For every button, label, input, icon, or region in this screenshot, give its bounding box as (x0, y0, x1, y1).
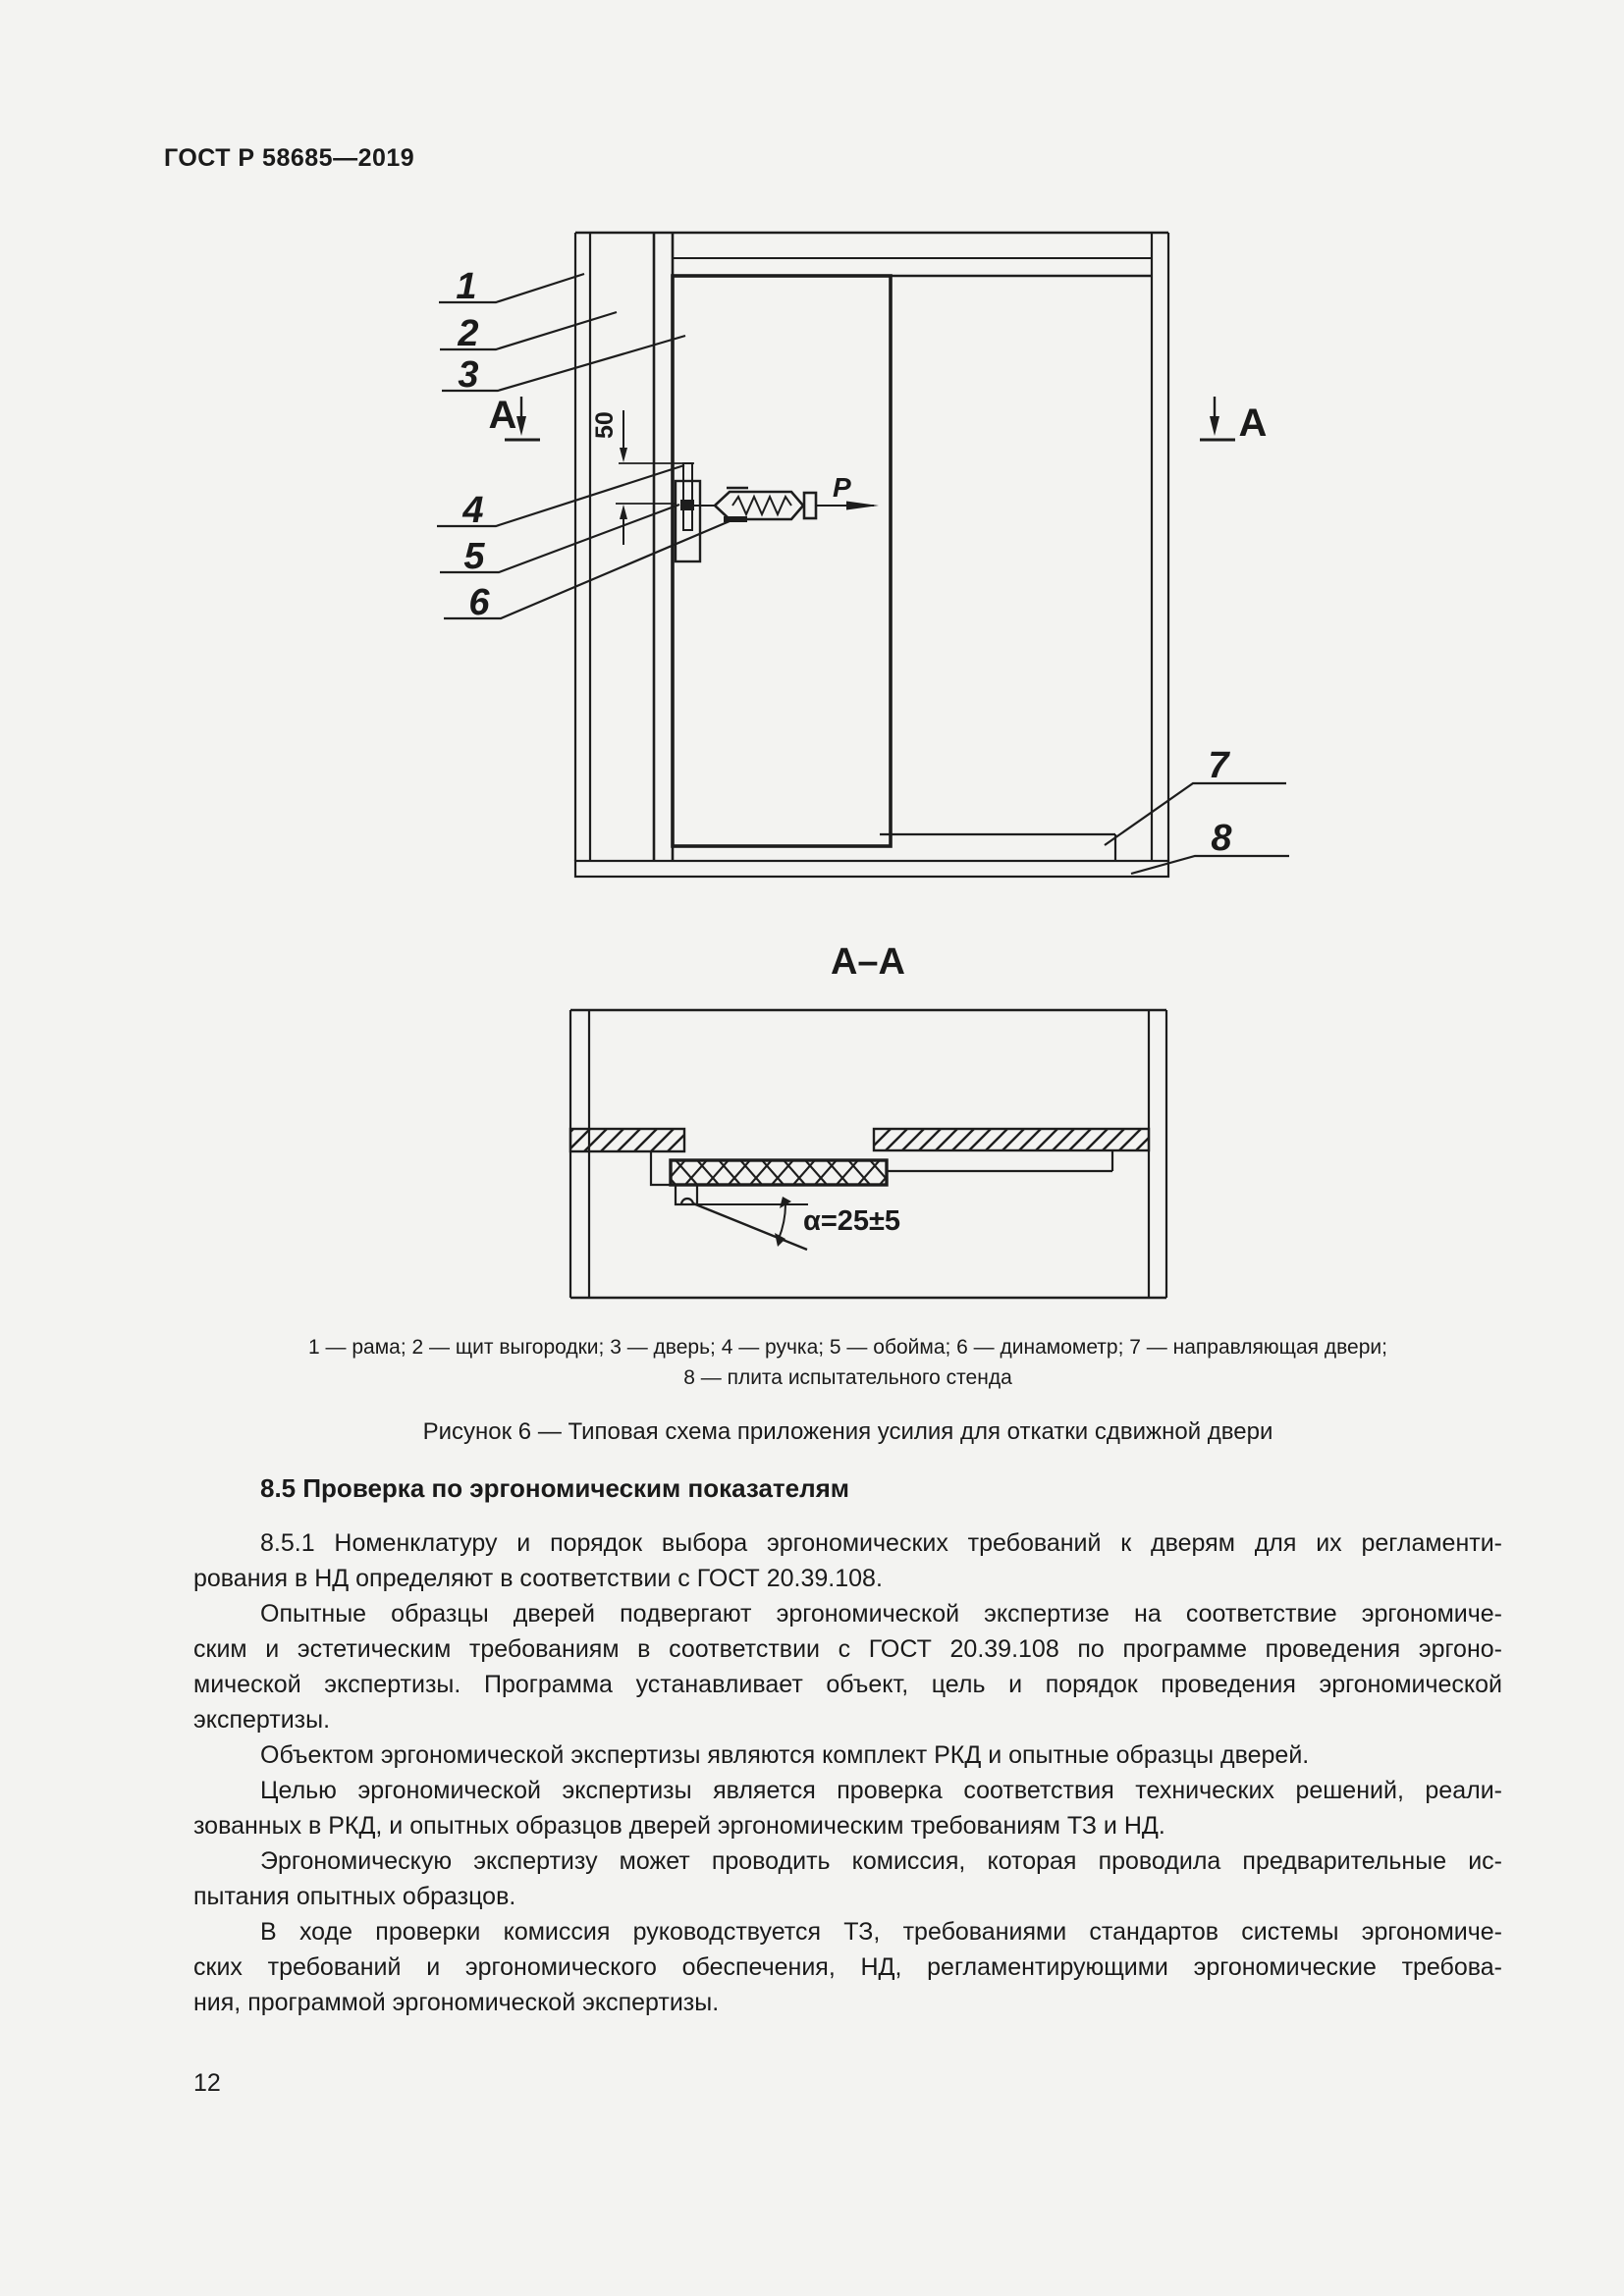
left-hatched-bar (570, 1129, 684, 1151)
door-panel (673, 276, 891, 846)
section-marker-left: А (488, 394, 517, 437)
door-section-bar (671, 1160, 887, 1185)
body-text (193, 1525, 1502, 2020)
body-text-line: пытания опытных образцов. (193, 1883, 516, 1910)
leader-lines (437, 274, 1289, 874)
body-text-line: Объектом эргономической экспертизы являются комплект РКД и опытные образцы дверей. (260, 1741, 1310, 1769)
body-text-line: ния, программой эргономической экспертизы. (193, 1989, 720, 2016)
angle-dimension: α=25±5 (803, 1205, 901, 1237)
angle-dimension-lines (693, 1197, 808, 1250)
part-label-3: 3 (458, 354, 479, 396)
top-track-lines (673, 258, 1152, 276)
section-walls (570, 1010, 1166, 1298)
guide-pin-box (676, 1185, 697, 1204)
body-text-line: ских требований и эргономического обеспечения, НД, регламентирующими эргономические требова- (193, 1953, 1502, 1981)
section-view (570, 1010, 1166, 1298)
force-label: P (833, 472, 851, 503)
part-label-8: 8 (1211, 818, 1232, 859)
section-heading-8-5: 8.5 Проверка по эргономическим показателям (260, 1473, 850, 1503)
front-view (437, 233, 1289, 877)
figure-parts-legend-line-1: 1 — рама; 2 — щит выгородки; 3 — дверь; 4 — ручка; 5 — обойма; 6 — динамометр; 7 — направляющая двери; (308, 1336, 1387, 1359)
dimension-50-text: 50 (591, 411, 619, 439)
page-number: 12 (193, 2069, 221, 2097)
handle-and-clip (676, 463, 700, 561)
body-text-line: зованных в РКД, и опытных образцов дверей эргономическим требованиям ТЗ и НД. (193, 1812, 1165, 1840)
part-label-1: 1 (456, 266, 477, 307)
body-text-line: Целью эргономической экспертизы является проверка соответствия технических решений, реали- (260, 1777, 1502, 1804)
body-text-line: мической экспертизы. Программа устанавливает объект, цель и порядок проведения эргономической (193, 1671, 1502, 1698)
body-text-line: ским и эстетическим требованиям в соответствии с ГОСТ 20.39.108 по программе проведения эргоно- (193, 1635, 1502, 1663)
right-hatched-bar (874, 1129, 1149, 1150)
door-guide-rail (880, 834, 1115, 861)
body-text-line: Опытные образцы дверей подвергают эргономической экспертизе на соответствие эргономиче- (260, 1600, 1502, 1628)
frame-lines (575, 233, 1168, 877)
part-label-7: 7 (1208, 745, 1229, 786)
part-label-6: 6 (468, 582, 490, 623)
body-text-line: Эргономическую экспертизу может проводить комиссия, которая проводила предварительные ис- (260, 1847, 1502, 1875)
figure-parts-legend-line-2: 8 — плита испытательного стенда (683, 1366, 1012, 1389)
dynamometer (692, 488, 816, 522)
body-text-line: 8.5.1 Номенклатуру и порядок выбора эргономических требований к дверям для их регламенти- (260, 1529, 1502, 1557)
body-text-line: экспертизы. (193, 1706, 331, 1734)
section-title: А–А (830, 941, 906, 983)
body-text-line: В ходе проверки комиссия руководствуется ТЗ, требованиями стандартов системы эргономиче- (260, 1918, 1502, 1946)
figure-caption: Рисунок 6 — Типовая схема приложения усилия для откатки сдвижной двери (422, 1418, 1273, 1445)
part-label-2: 2 (458, 313, 479, 354)
part-label-5: 5 (463, 536, 485, 577)
body-text-line: рования в НД определяют в соответствии с ГОСТ 20.39.108. (193, 1565, 883, 1592)
step-bracket (651, 1151, 671, 1185)
standard-number: ГОСТ Р 58685—2019 (164, 144, 415, 172)
section-rail-line (887, 1150, 1112, 1171)
part-label-4: 4 (462, 490, 484, 531)
section-marker-right: А (1238, 401, 1268, 445)
